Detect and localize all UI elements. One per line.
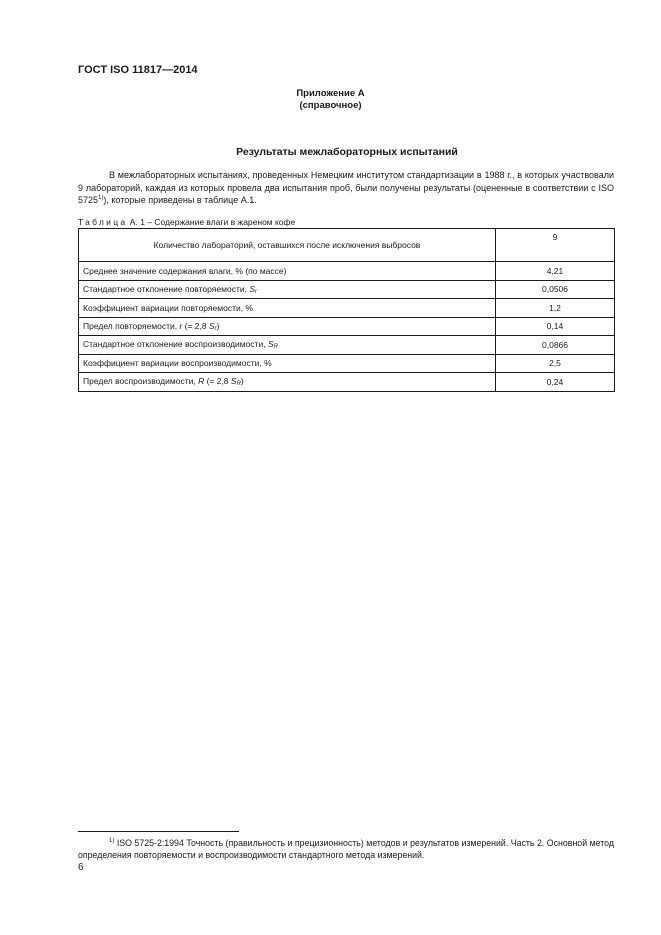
row-value-cell: 4,21 [496, 262, 615, 281]
row-label-text: Стандартное отклонение повторяемости, [83, 283, 250, 294]
row-label-mid: (= 2,8 [182, 320, 209, 331]
intro-paragraph [78, 169, 614, 207]
symbol: S [230, 376, 237, 387]
intro-footnote-mark: 1) [98, 195, 104, 201]
footnote-mark: 1) [109, 838, 115, 844]
table-row [79, 280, 615, 299]
page-number: 6 [78, 862, 84, 873]
results-table [78, 228, 615, 392]
table-caption-label: Таблица [78, 217, 128, 227]
row-label-cell [79, 280, 496, 299]
table-header-row [79, 229, 615, 262]
symbol: R [198, 376, 205, 387]
row-value-cell: 0,14 [496, 317, 615, 336]
symbol-subscript: r [214, 325, 217, 332]
symbol: S [208, 320, 215, 331]
row-label-text: Предел повторяемости, [83, 320, 180, 331]
footnote-divider [78, 831, 239, 832]
row-label-cell: Коэффициент вариации воспроизводимости, % [79, 354, 496, 373]
row-label-tail: ) [240, 376, 244, 387]
table-row [79, 354, 615, 373]
table-row [79, 317, 615, 336]
table-caption [78, 217, 295, 227]
symbol: S [267, 339, 274, 350]
row-label-mid: (= 2,8 [204, 376, 231, 387]
annex-subtitle: (справочное) [299, 100, 362, 111]
row-label-cell [79, 336, 496, 355]
row-label-cell [79, 317, 496, 336]
table-row [79, 373, 615, 392]
header-label-cell: Количество лабораторий, оставшихся после исключения выбросов [79, 229, 496, 262]
header-value-cell: 9 [496, 229, 615, 262]
table-caption-text: А. 1 – Содержание влаги в жареном кофе [127, 217, 296, 227]
symbol-subscript: R [236, 381, 241, 388]
row-value-cell: 0,0506 [496, 280, 615, 299]
table-row [79, 262, 615, 281]
row-label-text: Предел воспроизводимости, [83, 376, 199, 387]
symbol: S [249, 283, 255, 294]
footnote-text: ISO 5725-2:1994 Точность (правильность и прецизионность) методов и результатов измерений. Часть 2. Основной метод определения повторяемости и воспроизводимости стандартного метода измерений. [78, 838, 614, 860]
table-row [79, 336, 615, 355]
intro-text-before: В межлабораторных испытаниях, проведенных Немецким институтом стандартизации в 1988 г., в которых участвовали 9 лабораторий, каждая из которых провела два испытания проб, были получены результаты (оцененные в соответствии с ISO 5725 [78, 170, 614, 205]
row-value-cell: 0,24 [496, 373, 615, 392]
row-value-cell: 2,5 [496, 354, 615, 373]
table-row [79, 299, 615, 318]
symbol-subscript: R [273, 344, 278, 351]
symbol-subscript: r [254, 288, 257, 295]
footnote [78, 838, 614, 861]
row-value-cell: 0,0866 [496, 336, 615, 355]
intro-text-after: ), которые приведены в таблице А.1. [103, 195, 257, 205]
annex-title: Приложение А [296, 88, 365, 99]
row-value-cell: 1,2 [496, 299, 615, 318]
row-label-tail: ) [216, 320, 220, 331]
row-label-cell: Среднее значение содержания влаги, % (по массе) [79, 262, 496, 281]
row-label-cell [79, 373, 496, 392]
document-code: ГОСТ ISO 11817—2014 [78, 64, 198, 76]
section-title: Результаты межлабораторных испытаний [236, 146, 458, 158]
row-label-cell: Коэффициент вариации повторяемости, % [79, 299, 496, 318]
row-label-text: Стандартное отклонение воспроизводимости, [83, 339, 268, 350]
symbol: r [179, 320, 183, 331]
